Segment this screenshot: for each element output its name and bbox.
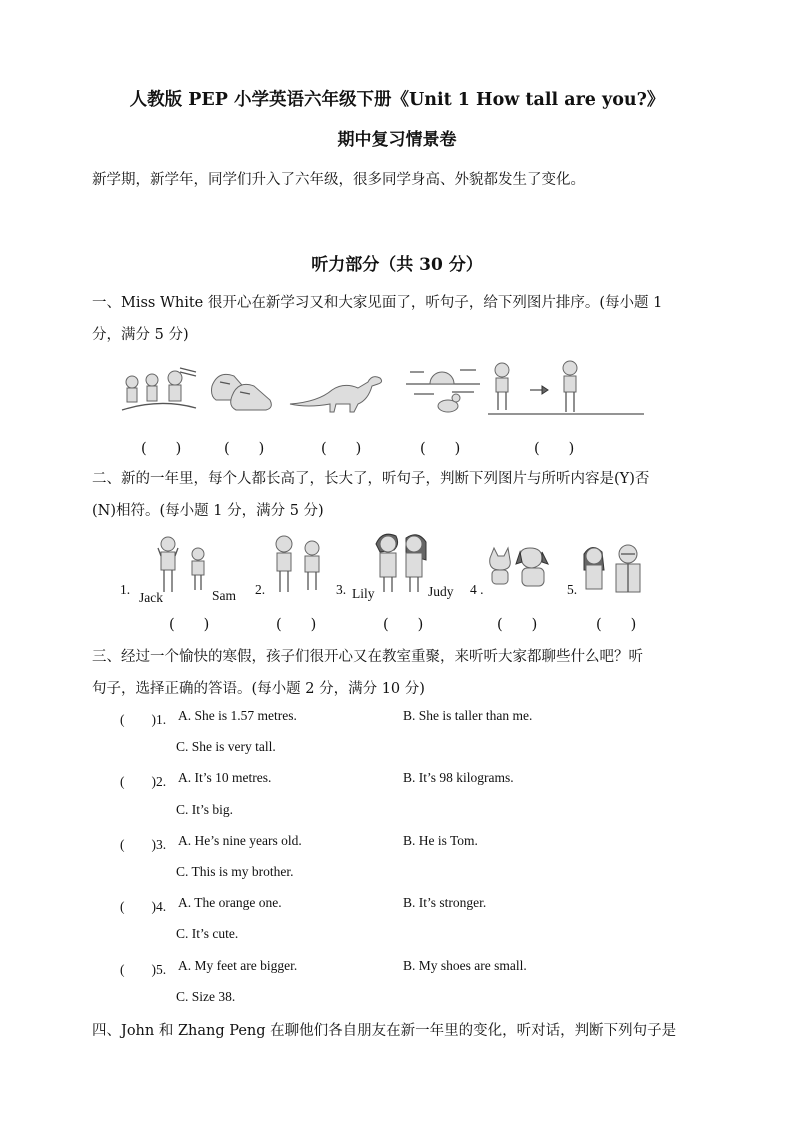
part3-question-3-number[interactable]: ( )3. (120, 837, 167, 852)
picture-two-friends (270, 534, 326, 594)
picture-lily-and-judy (372, 530, 430, 596)
part3-instruction-line2: 句子，选择正确的答语。(每小题 2 分，满分 10 分) (92, 681, 425, 697)
part2-number-5: 5. (567, 582, 578, 597)
part2-number-3: 3. (336, 582, 347, 597)
part3-question-1-option-c: C. She is very tall. (176, 739, 276, 754)
part3-question-5-option-b: B. My shoes are small. (403, 958, 527, 973)
part3-question-1-number[interactable]: ( )1. (120, 712, 167, 727)
picture-sunset-duck (404, 364, 482, 416)
part3-question-5-number[interactable]: ( )5. (120, 962, 167, 977)
picture-cat-and-dog (486, 546, 554, 592)
part4-instruction-line1: 四、John 和 Zhang Peng 在聊他们各自朋友在新一年里的变化，听对话，判断下列句子是 (92, 1023, 677, 1039)
part2-answer-blank-4[interactable]: ( ) (497, 617, 538, 633)
part2-answer-blank-3[interactable]: ( ) (383, 617, 424, 633)
part2-instruction-line1: 二、新的一年里，每个人都长高了，长大了，听句子，判断下列图片与所听内容是(Y)否 (92, 471, 650, 487)
part2-name-judy: Judy (428, 584, 454, 599)
picture-girl-and-grandpa (578, 542, 648, 598)
part1-answer-blank-5[interactable]: ( ) (534, 441, 575, 457)
part3-question-4-option-b: B. It’s stronger. (403, 895, 487, 910)
part3-question-2-option-b: B. It’s 98 kilograms. (403, 770, 514, 785)
part2-answer-blank-5[interactable]: ( ) (596, 617, 637, 633)
part2-name-lily: Lily (352, 586, 375, 601)
part3-question-1-option-a: A. She is 1.57 metres. (178, 708, 297, 723)
part1-instruction-line1: 一、Miss White 很开心在新学习又和大家见面了，听句子，给下列图片排序。(每小题 1 (92, 295, 663, 311)
part3-question-5-option-c: C. Size 38. (176, 989, 236, 1004)
part3-question-5-option-a: A. My feet are bigger. (178, 958, 298, 973)
part2-number-2: 2. (255, 582, 266, 597)
part3-question-3-option-a: A. He’s nine years old. (178, 833, 302, 848)
intro-text: 新学期，新学年，同学们升入了六年级，很多同学身高、外貌都发生了变化。 (92, 172, 585, 188)
part3-question-1-option-b: B. She is taller than me. (403, 708, 533, 723)
part2-answer-blank-2[interactable]: ( ) (276, 617, 317, 633)
part2-instruction-line2: (N)相符。(每小题 1 分，满分 5 分) (92, 503, 324, 519)
picture-jack-and-sam (154, 534, 216, 596)
part1-instruction-line2: 分，满分 5 分) (92, 327, 189, 343)
part1-answer-blank-2[interactable]: ( ) (224, 441, 265, 457)
part3-question-3-option-b: B. He is Tom. (403, 833, 478, 848)
part3-question-4-option-a: A. The orange one. (178, 895, 282, 910)
picture-shoes (208, 366, 278, 414)
part2-answer-blank-1[interactable]: ( ) (169, 617, 210, 633)
part2-name-sam: Sam (212, 588, 237, 603)
part2-number-4: 4 . (470, 582, 484, 597)
part3-question-3-option-c: C. This is my brother. (176, 864, 294, 879)
document-subtitle: 期中复习情景卷 (337, 130, 457, 150)
part3-instruction-line1: 三、经过一个愉快的寒假，孩子们很开心又在教室重聚，来听听大家都聊些什么吧？听 (92, 649, 643, 665)
picture-boy-growing (486, 360, 646, 418)
part2-name-jack: Jack (139, 590, 163, 605)
part3-question-4-number[interactable]: ( )4. (120, 899, 167, 914)
part3-question-4-option-c: C. It’s cute. (176, 926, 239, 941)
part1-answer-blank-3[interactable]: ( ) (321, 441, 362, 457)
section-heading-listening: 听力部分（共 30 分） (311, 255, 483, 275)
part1-answer-blank-1[interactable]: ( ) (141, 441, 182, 457)
picture-dinosaur (288, 370, 390, 414)
part1-answer-blank-4[interactable]: ( ) (420, 441, 461, 457)
document-title: 人教版 PEP 小学英语六年级下册《Unit 1 How tall are you?》 (129, 90, 665, 110)
part3-question-2-number[interactable]: ( )2. (120, 774, 167, 789)
part3-question-2-option-c: C. It’s big. (176, 802, 234, 817)
part2-number-1: 1. (120, 582, 131, 597)
part3-question-2-option-a: A. It’s 10 metres. (178, 770, 272, 785)
picture-children-walking (120, 360, 198, 418)
